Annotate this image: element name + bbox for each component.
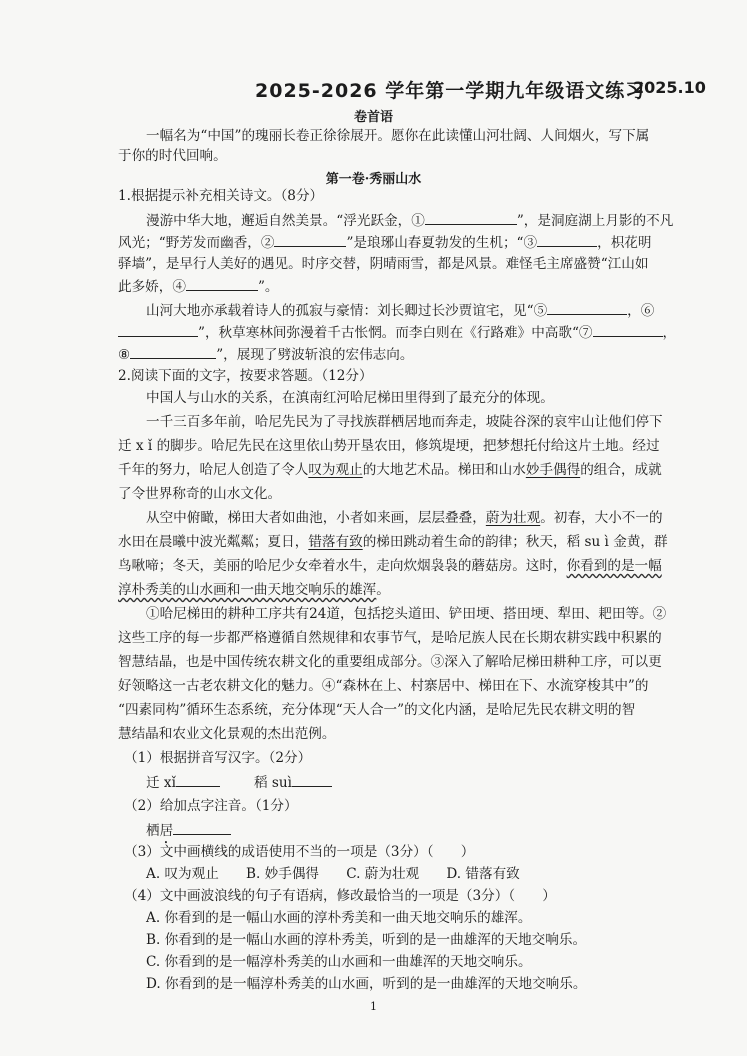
text: 。 [376, 582, 390, 598]
text: 风光；“野芳发而幽香，② [118, 235, 275, 251]
text: ， [662, 325, 677, 341]
wavy-sentence: 你看到的是一幅 [566, 558, 662, 574]
exam-title: 2025-2026 学年第一学期九年级语文练习 [255, 80, 646, 102]
exam-date: 2025.10 [633, 78, 706, 97]
idiom-b: 妙手偶得 [525, 462, 581, 478]
reading-p3-line3 [118, 556, 662, 576]
q1-p2-line2 [118, 322, 676, 343]
text: 从空中俯瞰，梯田大者如曲池，小者如来画，层层叠叠， [146, 510, 486, 526]
reading-p2-line3 [118, 460, 662, 480]
blank-4[interactable] [186, 276, 258, 291]
blank-1[interactable] [425, 210, 517, 225]
text: ，枳花明 [597, 235, 652, 251]
preface-line-2: 于你的时代回响。 [118, 148, 227, 164]
text: ”。 [257, 279, 279, 295]
idiom-a: 叹为观止 [308, 462, 363, 478]
sub-question-2: （2）给加点字注音。（1分） [124, 798, 298, 814]
blank-8[interactable] [130, 344, 216, 359]
q1-p1-line3: 驿墙”，是早行人美好的遇见。时序交替，阴晴雨雪，都是风景。难怪毛主席盛赞“江山如 [118, 256, 649, 272]
text: 此多娇，④ [118, 279, 186, 295]
q1-p1-line1 [146, 210, 673, 231]
reading-p4-line3: 智慧结晶，也是中国传统农耕文化的重要组成部分。③深入了解哈尼梯田耕种工序，可以更 [118, 654, 662, 670]
text: 的梯田跳动着生命的韵律；秋天，稻 su ì 金黄，群 [362, 534, 668, 550]
blank-6[interactable] [118, 322, 198, 337]
wavy-sentence: 淳朴秀美的山水画和一曲天地交响乐的雄浑 [118, 582, 377, 598]
q1-p2-line3 [118, 344, 413, 365]
text: ”是琅琊山春夏勃发的生机；“③ [346, 235, 538, 251]
option-b: B. 你看到的是一幅山水画的淳朴秀美，听到的是一曲雄浑的天地交响乐。 [146, 932, 587, 948]
title-row [255, 76, 725, 102]
reading-p2-line2: 迁 x ǐ 的脚步。哈尼先民在这里依山势开垦农田，修筑堤埂，把梦想托付给这片土地。经过 [118, 438, 660, 454]
q1-p1-line2 [118, 232, 651, 253]
dotted-char: 居 [159, 823, 174, 839]
reading-p4-line4: 好领略这一古老农耕文化的魅力。④“森林在上、村寨居中、梯田在下、水流穿梭其中”的 [118, 678, 649, 694]
text: 。初春，大小不一的 [540, 510, 663, 526]
text: 稻 suì [253, 775, 292, 791]
sub-question-3: （3）文中画横线的成语使用不当的一项是（3分）（ ） [124, 844, 475, 860]
text: 山河大地亦承载着诗人的孤寂与豪情：刘长卿过长沙贾谊宅，见“⑤ [146, 303, 548, 319]
idiom-c: 蔚为壮观 [485, 510, 541, 526]
q2-heading: 2.阅读下面的文字，按要求答题。（12分） [118, 368, 373, 384]
idiom-d: 错落有致 [308, 534, 363, 550]
text: 的大地艺术品。梯田和山水 [362, 462, 526, 478]
text: 水田在晨曦中波光粼粼；夏日， [118, 534, 309, 550]
preface-title: 卷首语 [353, 110, 393, 125]
text: 的组合，成就 [580, 462, 662, 478]
reading-p3-line1 [146, 508, 663, 528]
blank-xi[interactable] [176, 772, 220, 787]
sub-question-1-items [146, 772, 332, 793]
reading-p2-line1: 一千三百多年前，哈尼先民为了寻找族群栖居地而奔走，坡陡谷深的哀牢山让他们停下 [146, 414, 663, 430]
reading-p3-line2 [118, 532, 668, 552]
reading-p4-line5: “四素同构”循环生态系统，充分体现“天人合一”的文化内涵，是哈尼先民农耕文明的智 [118, 702, 636, 718]
blank-pinyin[interactable] [173, 820, 231, 835]
text: ⑧ [118, 347, 131, 363]
reading-p4-line1: ①哈尼梯田的耕种工序共有24道，包括挖头道田、铲田埂、搭田埂、犁田、耙田等。② [146, 606, 667, 622]
page-number: 1 [370, 1000, 377, 1013]
text: 栖 [146, 823, 160, 839]
text: ”，是洞庭湖上月影的不凡 [516, 213, 674, 229]
text: ”，秋草寒林间弥漫着千古怅惘。而李白则在《行路难》中高歌“⑦ [198, 325, 593, 341]
blank-7[interactable] [593, 322, 663, 337]
reading-p1: 中国人与山水的关系，在滇南红河哈尼梯田里得到了最充分的体现。 [146, 390, 554, 406]
q1-p1-line4 [118, 276, 279, 297]
option-a: A. 你看到的是一幅山水画的淳朴秀美和一曲天地交响乐的雄浑。 [146, 910, 532, 926]
blank-2[interactable] [274, 232, 346, 247]
option-d: D. 你看到的是一幅淳朴秀美的山水画，听到的是一曲雄浑的天地交响乐。 [146, 976, 587, 992]
reading-p4-line6: 慧结晶和农业文化景观的杰出范例。 [118, 726, 336, 742]
sub-question-4: （4）文中画波浪线的句子有语病，修改最恰当的一项是（3分）（ ） [124, 888, 556, 904]
sub-question-1: （1）根据拼音写汉字。（2分） [124, 750, 312, 766]
preface-line-1: 一幅名为“中国”的瑰丽长卷正徐徐展开。愿你在此读懂山河壮阔、人间烟火，写下属 [146, 128, 650, 144]
q1-p2-line1 [146, 300, 654, 321]
text: ”，展现了劈波斩浪的宏伟志向。 [216, 347, 414, 363]
blank-sui[interactable] [292, 772, 332, 787]
text: 迁 xǐ [146, 775, 176, 791]
q1-heading: 1.根据提示补充相关诗文。（8分） [118, 188, 324, 204]
section-title: 第一卷·秀丽山水 [325, 172, 422, 187]
text: ，⑥ [627, 303, 655, 319]
reading-p2-line4: 了令世界称奇的山水文化。 [118, 486, 282, 502]
blank-3[interactable] [537, 232, 597, 247]
text: 鸟啾啼；冬天，美丽的哈尼少女牵着水牛，走向炊烟袅袅的蘑菇房。这时， [118, 558, 567, 574]
option-c: C. 你看到的是一幅淳朴秀美的山水画和一曲雄浑的天地交响乐。 [146, 954, 532, 970]
sub-question-3-options: A. 叹为观止 B. 妙手偶得 C. 蔚为壮观 D. 错落有致 [146, 866, 520, 882]
reading-p3-line4 [118, 580, 390, 600]
reading-p4-line2: 这些工序的每一步都严格遵循自然规律和农事节气，是哈尼族人民在长期农耕实践中积累的 [118, 630, 662, 646]
blank-5[interactable] [547, 300, 627, 315]
text: 漫游中华大地，邂逅自然美景。“浮光跃金，① [146, 213, 425, 229]
text: 千年的努力，哈尼人创造了令人 [118, 462, 309, 478]
